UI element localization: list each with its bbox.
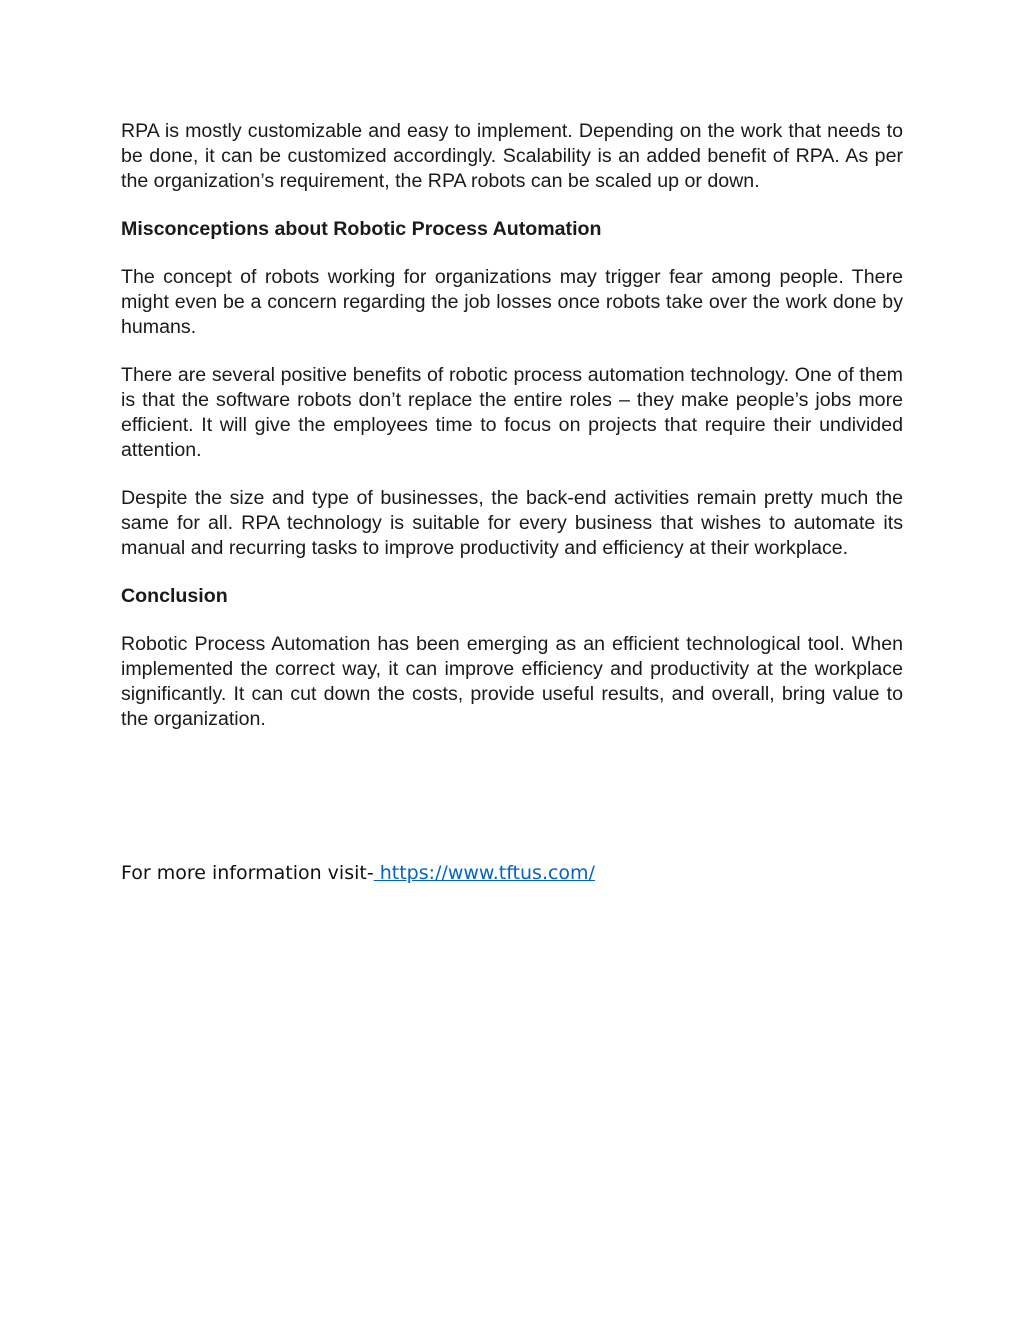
- heading-conclusion: Conclusion: [121, 585, 228, 607]
- paragraph-back-end-activities: Despite the size and type of businesses, the back-end activities remain pretty much the same for all. RPA technology is suitable for every business that wishes to automate its manual and recurring tasks to improve productivity and efficiency at their workplace.: [121, 487, 903, 559]
- paragraph-conclusion: Robotic Process Automation has been emerging as an efficient technological tool. When implemented the correct way, it can improve efficiency and productivity at the workplace significantly. It can cut down the costs, provide useful results, and overall, bring value to the organization.: [121, 633, 903, 730]
- paragraph-rpa-customizable: RPA is mostly customizable and easy to implement. Depending on the work that needs to be done, it can be customized accordingly. Scalability is an added benefit of RPA. As per the organization’s requirement, the RPA robots can be scaled up or down.: [121, 120, 903, 192]
- footer-label: For more information visit-: [121, 862, 374, 884]
- paragraph-fear-of-robots: The concept of robots working for organizations may trigger fear among people. There might even be a concern regarding the job losses once robots take over the work done by humans.: [121, 266, 903, 338]
- footer-more-info: [121, 860, 595, 886]
- heading-misconceptions: Misconceptions about Robotic Process Automation: [121, 218, 602, 240]
- document-body: [121, 119, 903, 755]
- website-link[interactable]: https://www.tftus.com/: [373, 862, 595, 884]
- paragraph-positive-benefits: There are several positive benefits of robotic process automation technology. One of them is that the software robots don’t replace the entire roles – they make people’s jobs more efficient. It will give the employees time to focus on projects that require their undivided attention.: [121, 364, 903, 461]
